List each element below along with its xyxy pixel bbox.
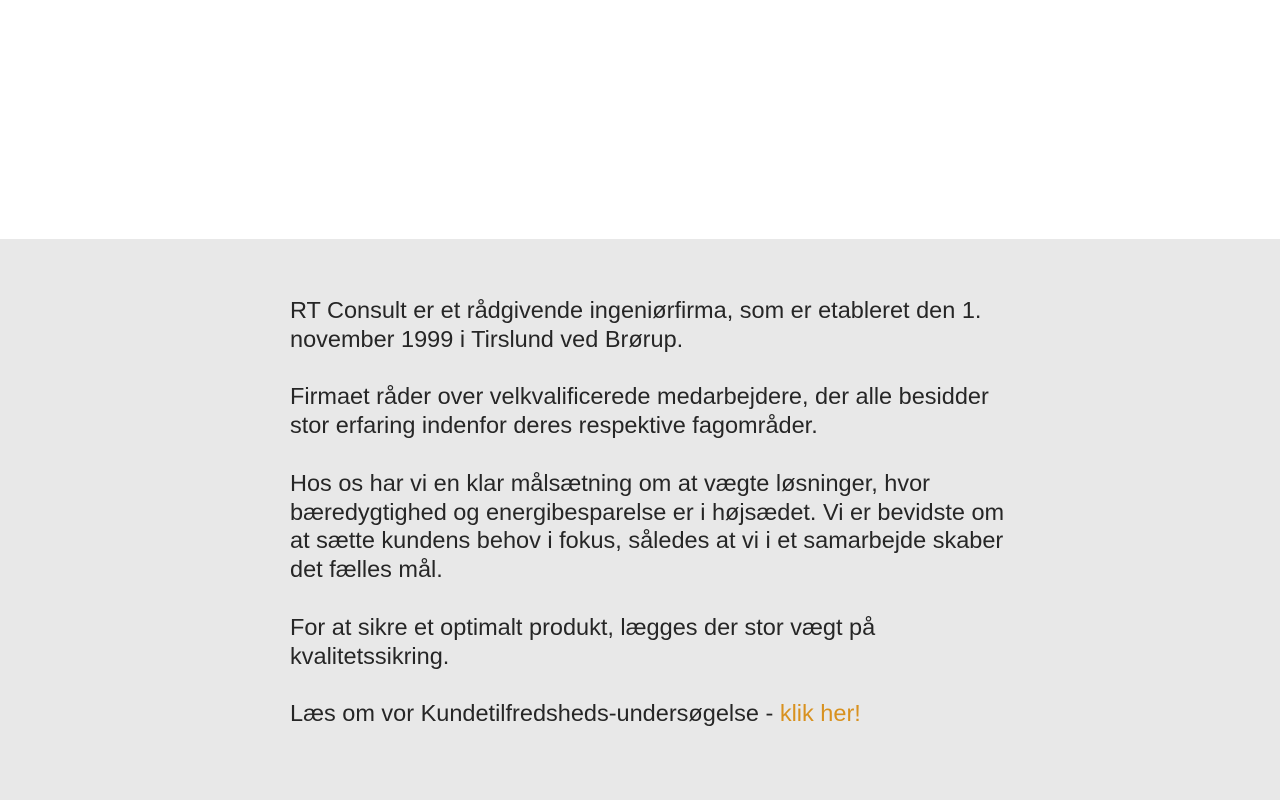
survey-text: Læs om vor Kundetilfredsheds-undersøgelse - [290, 700, 780, 727]
about-paragraph-goals: Hos os har vi en klar målsætning om at vægte løsninger, hvor bæredygtighed og energibesparelse er i højsædet. Vi er bevidste om at sætte kundens behov i fokus, således at vi i et samarbejde skaber det fælles mål. [290, 469, 1005, 583]
about-content [290, 296, 1030, 728]
about-paragraph-intro: RT Consult er et rådgivende ingeniørfirma, som er etableret den 1. november 1999 i Tirslund ved Brørup. [290, 297, 982, 352]
survey-line [290, 699, 1030, 728]
about-section [0, 239, 1280, 800]
about-paragraph-staff: Firmaet råder over velkvalificerede medarbejdere, der alle besidder stor erfaring indenfor deres respektive fagområder. [290, 383, 989, 439]
about-paragraph-quality: For at sikre et optimalt produkt, lægges der stor vægt på kvalitetssikring. [290, 613, 876, 669]
header-blank-area [0, 0, 1280, 239]
survey-link[interactable]: klik her! [779, 700, 861, 727]
